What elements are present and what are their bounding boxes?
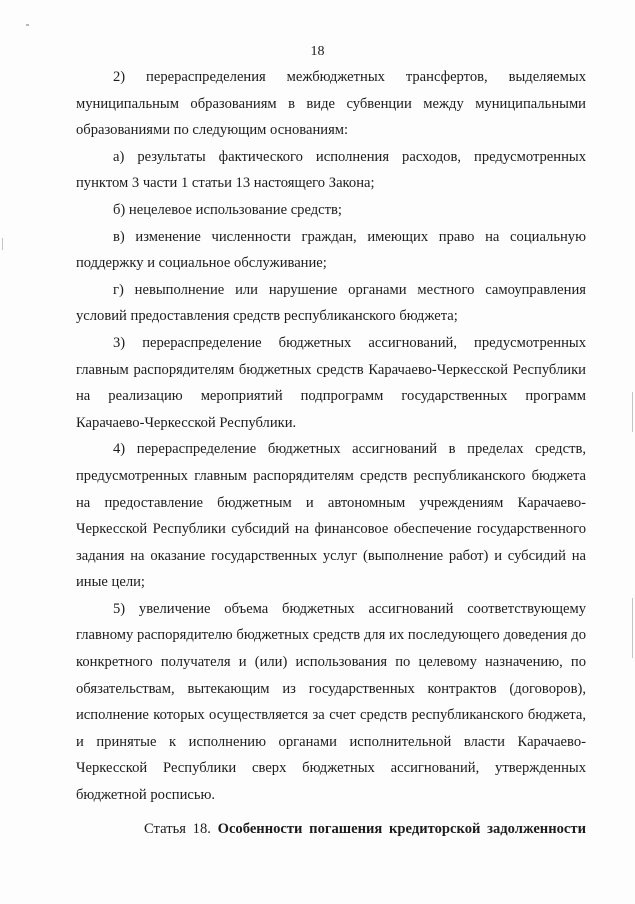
body-text (76, 64, 586, 809)
page-number: 18 (310, 44, 325, 59)
paragraph: 2) перераспределения межбюджетных трансфертов, выделяемых муниципальным образованиям в виде субвенции между муниципальными образованиями по следующим основаниям: (76, 69, 586, 139)
paragraph: а) результаты фактического исполнения расходов, предусмотренных пунктом 3 части 1 статьи 13 настоящего Закона; (76, 148, 586, 192)
scan-edge-mark (632, 392, 633, 432)
paragraph: в) изменение численности граждан, имеющих право на социальную поддержку и социальное обслуживание; (76, 228, 586, 272)
article-heading (76, 816, 586, 843)
paragraph: б) нецелевое использование средств; (113, 201, 342, 218)
paragraph: г) невыполнение или нарушение органами местного самоуправления условий предоставления средств республиканского бюджета; (76, 281, 586, 325)
paragraph: 4) перераспределение бюджетных ассигнований в пределах средств, предусмотренных главным распорядителям средств республиканского бюджета на предоставление бюджетным и автономным учреждениям Карачаево-Черкесской Республики субсидий на финансовое обеспечение государственного задания на оказание государственных услуг (выполнение работ) и субсидий на иные цели; (76, 441, 586, 591)
article-number: Статья 18. (144, 821, 211, 837)
scan-edge-mark (632, 598, 633, 658)
article-title: Особенности погашения кредиторской задолженности (217, 821, 586, 837)
scan-artifact (26, 24, 29, 26)
paragraph: 5) увеличение объема бюджетных ассигнований соответствующему главному распорядителю бюджетных средств для их последующего доведения до конкретного получателя и (или) использования по целевому назначению, по обязательствам, вытекающим из государственных контрактов (договоров), исполнение которых осуществляется за счет средств республиканского бюджета, и принятые к исполнению органами исполнительной власти Карачаево-Черкесской Республики сверх бюджетных ассигнований, утвержденных бюджетной росписью. (76, 600, 586, 804)
scan-edge-mark (2, 238, 3, 250)
paragraph: 3) перераспределение бюджетных ассигнований, предусмотренных главным распорядителям бюджетных средств Карачаево-Черкесской Республики на реализацию мероприятий подпрограмм государственных программ Карачаево-Черкесской Республики. (76, 334, 586, 431)
